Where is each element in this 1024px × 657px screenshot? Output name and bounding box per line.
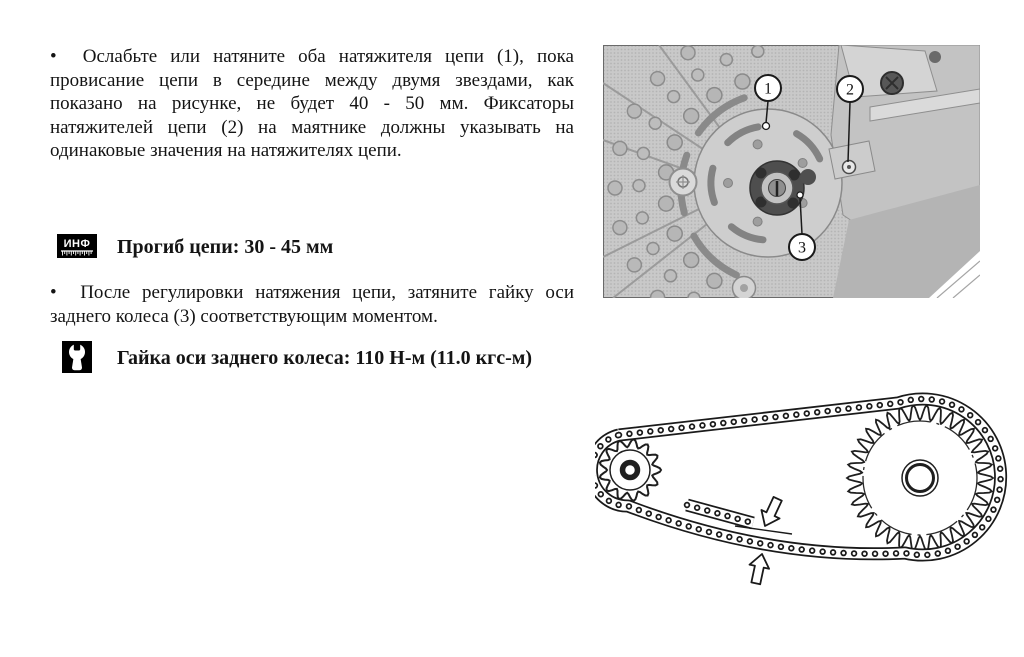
info-measure-icon <box>57 234 97 263</box>
carrier-hole-dark <box>800 169 816 185</box>
slack-down-arrow-icon <box>756 495 787 531</box>
chain-slack-diagram <box>595 383 1010 615</box>
slack-up-arrow-icon <box>746 552 772 586</box>
bullet: • <box>50 46 57 67</box>
bullet: • <box>50 282 57 303</box>
rear-sprocket <box>847 405 993 550</box>
paragraph-text: После регулировки натяжения цепи, затяните гайку оси заднего колеса (3) соответствующим моментом. <box>50 282 574 327</box>
sprocket-bolt <box>670 169 697 196</box>
front-sprocket <box>600 439 661 501</box>
small-bolt <box>929 51 941 63</box>
chain-slack-spec: Прогиб цепи: 30 - 45 мм <box>117 236 334 258</box>
instruction-paragraph-axle-nut <box>50 281 574 328</box>
slack-reference-line <box>735 526 792 534</box>
callout-2-number: 2 <box>846 81 854 99</box>
lower-bolt <box>733 277 756 299</box>
paragraph-text: Ослабьте или натяните оба натяжителя цепи (1), пока провисание цепи в середине между двумя звездами, как показано на рисунке, не будет 40 - 50 мм. Фиксаторы натяжителей цепи (2) на маятнике должны указывать на одинаковые значения на натяжителях цепи. <box>50 46 574 161</box>
info-icon-text: ИНФ <box>63 238 91 250</box>
rear-wheel-adjuster-photo <box>603 45 980 303</box>
callout-3-number: 3 <box>798 239 806 257</box>
axle-nut-torque-spec: Гайка оси заднего колеса: 110 Н-м (11.0 кгс-м) <box>117 347 533 369</box>
instruction-paragraph-chain-slack <box>50 45 574 163</box>
rear-axle-nut <box>750 161 804 215</box>
wrench-torque-icon <box>62 341 92 378</box>
callout-1-number: 1 <box>764 80 772 98</box>
